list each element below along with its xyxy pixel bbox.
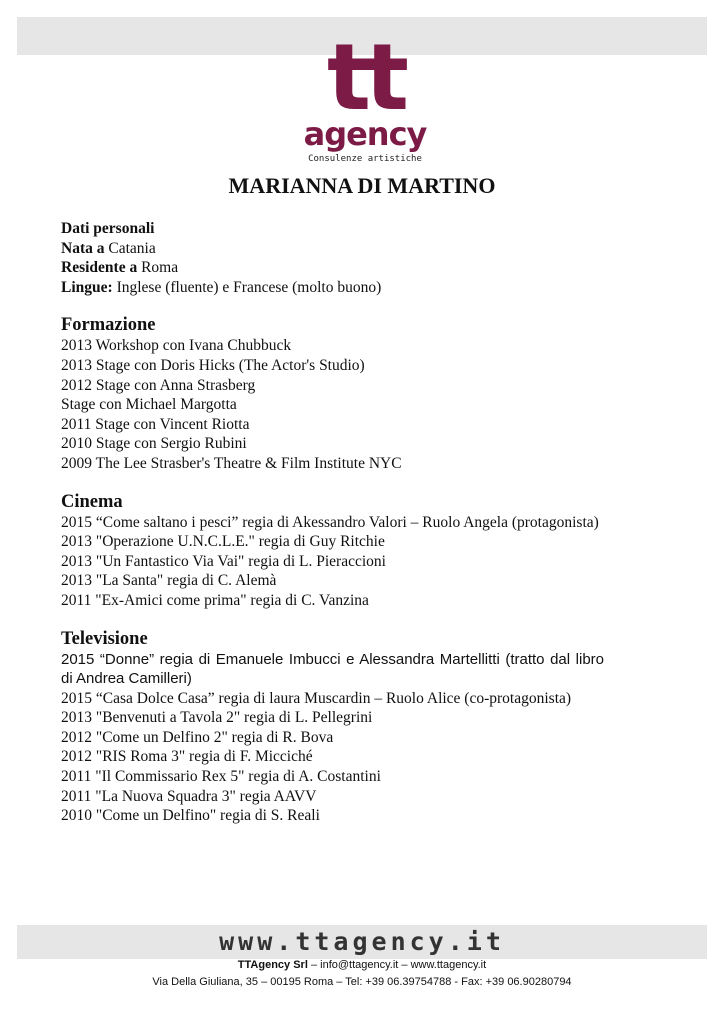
footer-contact-links: – info@ttagency.it – www.ttagency.it [310, 959, 487, 971]
formazione-item: 2011 Stage con Vincent Riotta [61, 415, 250, 433]
televisione-item: 2013 "Benvenuti a Tavola 2" regia di L. Pellegrini [61, 709, 373, 727]
cinema-item: 2013 "Un Fantastico Via Vai" regia di L. Pieraccioni [61, 552, 386, 570]
formazione-heading: Formazione [61, 315, 156, 336]
formazione-item: 2010 Stage con Sergio Rubini [61, 435, 247, 453]
formazione-item: 2013 Workshop con Ivana Chubbuck [61, 337, 292, 355]
logo-tagline: Consulenze artistiche [308, 154, 422, 164]
televisione-item: 2015 “Casa Dolce Casa” regia di laura Muscardin – Ruolo Alice (co-protagonista) [61, 689, 572, 707]
formazione-item: 2013 Stage con Doris Hicks (The Actor's Studio) [61, 356, 365, 374]
residence-line [61, 258, 604, 278]
cinema-heading: Cinema [61, 491, 123, 512]
languages-line [61, 278, 604, 298]
cinema-item: 2015 “Come saltano i pesci” regia di Akessandro Valori – Ruolo Angela (protagonista) [61, 513, 599, 531]
formazione-item: 2012 Stage con Anna Strasberg [61, 376, 256, 394]
footer-url[interactable]: www.ttagency.it [219, 927, 505, 956]
televisione-heading: Televisione [61, 628, 148, 649]
televisione-item: 2011 "La Nuova Squadra 3" regia AAVV [61, 787, 317, 805]
formazione-item: Stage con Michael Margotta [61, 396, 237, 414]
footer-contacts [0, 958, 724, 972]
televisione-item: 2010 "Come un Delfino" regia di S. Reali [61, 807, 320, 825]
agency-logo [302, 24, 428, 168]
birth-label: Nata a [61, 239, 105, 257]
televisione-item: 2012 "Come un Delfino 2" regia di R. Bova [61, 728, 334, 746]
cinema-item: 2013 "La Santa" regia di C. Alemà [61, 572, 277, 590]
logo-tt: tt [327, 24, 403, 131]
logo-agency-word: agency [303, 115, 427, 153]
page-title: MARIANNA DI MARTINO [228, 173, 496, 198]
languages-label: Lingue: [61, 278, 113, 296]
televisione-item: 2012 "RIS Roma 3" regia di F. Micciché [61, 748, 313, 766]
footer-company: TTAgency Srl [237, 959, 308, 971]
personal-heading: Dati personali [61, 220, 155, 237]
televisione-item: 2011 "Il Commissario Rex 5" regia di A. Costantini [61, 768, 381, 786]
residence-value: Roma [141, 259, 179, 277]
languages-value: Inglese (fluente) e Francese (molto buono) [116, 278, 382, 296]
cinema-item: 2013 "Operazione U.N.C.L.E." regia di Guy Ritchie [61, 533, 385, 551]
formazione-item: 2009 The Lee Strasber's Theatre & Film Institute NYC [61, 454, 402, 472]
birth-line [61, 239, 604, 259]
footer-address: Via Della Giuliana, 35 – 00195 Roma – Tel: +39 06.39754788 - Fax: +39 06.90280794 [152, 976, 572, 988]
cinema-item: 2011 "Ex-Amici come prima" regia di C. Vanzina [61, 591, 369, 609]
residence-label: Residente a [61, 259, 138, 277]
cv-content [61, 219, 604, 826]
birth-value: Catania [108, 239, 156, 257]
televisione-item: 2015 “Donne” regia di Emanuele Imbucci e Alessandra Martellitti (tratto dal libro di Andrea Camilleri) [61, 650, 604, 688]
